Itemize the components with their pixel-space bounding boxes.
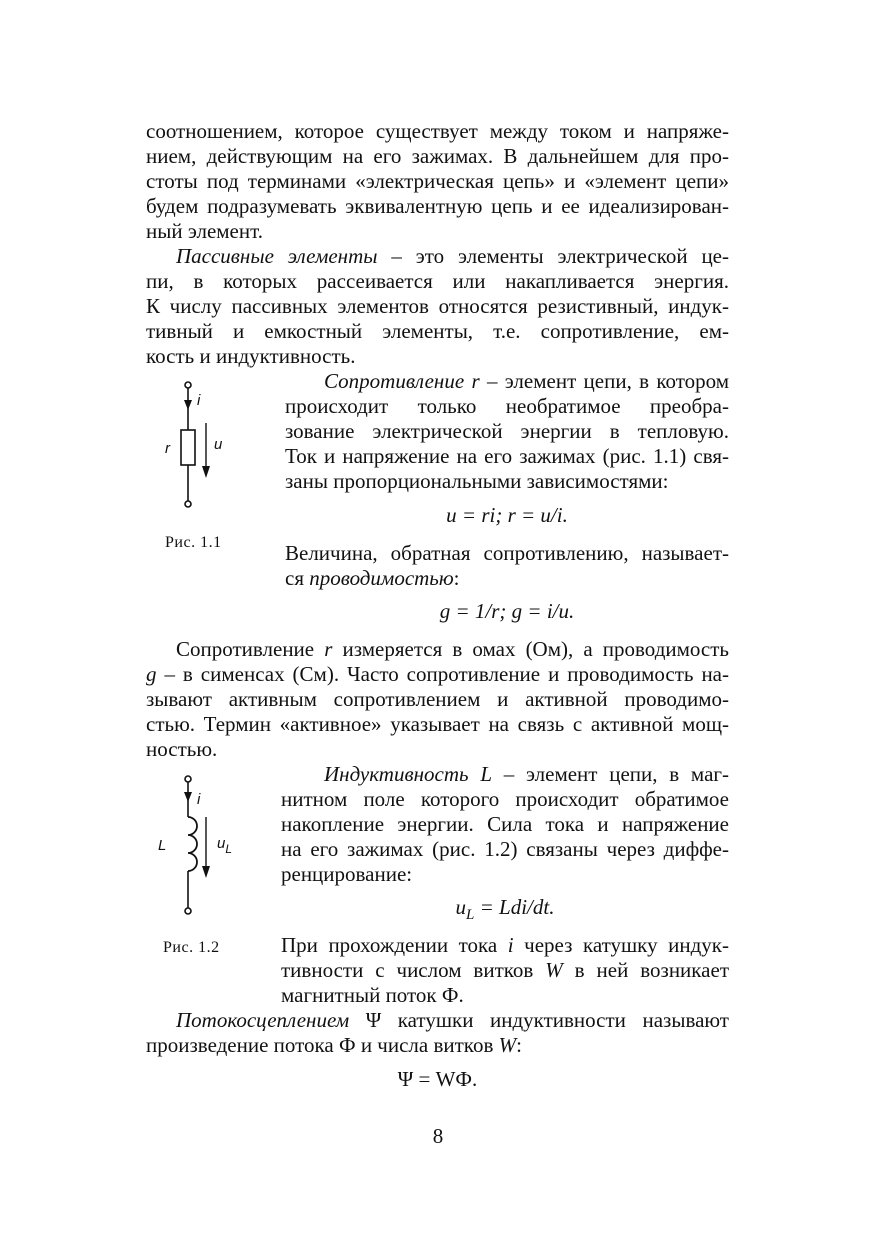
- resistor-text-line: Ток и напряжение на его зажимах (рис. 1.1) свя-: [285, 444, 729, 468]
- text-run: измеряется в омах (Ом), а проводимость: [332, 637, 730, 661]
- label-voltage: [217, 835, 232, 856]
- label-current: i: [197, 791, 201, 808]
- label-voltage-sub: L: [225, 842, 233, 856]
- paragraph-2-line: кость и индуктивность.: [146, 344, 356, 368]
- paragraph-3-line: ностью.: [146, 737, 218, 761]
- current-arrow: [184, 400, 192, 410]
- inductor-text-line: накопление энергии. Сила тока и напряжение: [281, 812, 729, 836]
- conductance-text-line: [285, 566, 729, 591]
- figure-caption: Рис. 1.1: [165, 534, 222, 551]
- inductor-after-line: [281, 933, 729, 958]
- figure-caption: Рис. 1.2: [163, 939, 220, 956]
- symbol-r: r: [324, 637, 333, 661]
- paragraph-2-line: К числу пассивных элементов относятся резистивный, индук-: [146, 294, 729, 318]
- terminal-top: [185, 776, 191, 782]
- label-inductance: L: [158, 837, 167, 854]
- symbol-r: r: [471, 369, 480, 393]
- text-run: – элемент цепи, в котором: [479, 369, 730, 393]
- resistor-text-line: заны пропорциональными зависимостями:: [285, 469, 669, 493]
- text-run: через катушку индук-: [513, 933, 729, 957]
- symbol-W: W: [545, 958, 563, 982]
- inductor-text-line: нитном поле которого происходит обратимое: [281, 787, 729, 811]
- label-voltage: u: [214, 436, 223, 453]
- paragraph-1-line: ный элемент.: [146, 219, 263, 243]
- paragraph-3-line: [146, 662, 729, 687]
- formula-subscript: L: [466, 907, 475, 924]
- resistor-text-line: происходит только необратимое преобра-: [285, 394, 729, 418]
- resistor-text-line: зование электрической энергии в тепловую.: [285, 419, 729, 443]
- term-passive-elements: Пассивные элементы: [176, 244, 378, 268]
- paragraph-3-line: [176, 637, 729, 662]
- paragraph-4-line: [146, 1033, 729, 1058]
- resistor-diagram: [150, 378, 260, 518]
- paragraph-1-line: соотношением, которое существует между током и напряже-: [146, 119, 729, 143]
- current-arrow: [184, 792, 192, 802]
- label-current: i: [197, 392, 201, 409]
- paragraph-2-line: пи, в которых рассеивается или накапливается энергия.: [146, 269, 729, 293]
- inductor-text-line: на его зажимах (рис. 1.2) связаны через диффе-: [281, 837, 729, 861]
- text-run: в ней возникает: [562, 958, 729, 982]
- formula-conductance: g = 1/r; g = i/u.: [439, 599, 575, 623]
- formula-rhs: = Ldi/dt.: [474, 895, 555, 919]
- formula-flux-linkage: Ψ = WФ.: [397, 1067, 478, 1091]
- voltage-arrow-head: [202, 866, 210, 878]
- inductor-after-line: [281, 958, 729, 983]
- paragraph-2-line: тивный и емкостный элементы, т.е. сопротивление, ем-: [146, 319, 729, 343]
- paragraph-2-line: [176, 244, 729, 269]
- voltage-arrow-head: [202, 466, 210, 478]
- formula-ohms-law: u = ri; r = u/i.: [446, 503, 568, 527]
- text-run: Ψ катушки индуктивности называют: [349, 1008, 729, 1032]
- symbol-L: L: [480, 762, 492, 786]
- text-run: тивности с числом витков: [281, 958, 546, 982]
- inductor-after-line: магнитный поток Ф.: [281, 983, 464, 1007]
- term-inductance: Индуктивность: [324, 762, 469, 786]
- paragraph-1-line: нием, действующим на его зажимах. В дальнейшем для про-: [146, 144, 729, 168]
- text-run: – элемент цепи, в маг-: [492, 762, 730, 786]
- text-run: – это элементы электрической це-: [377, 244, 729, 268]
- paragraph-3-line: стью. Термин «активное» указывает на связь с активной мощ-: [146, 712, 729, 736]
- inductor-coil: [188, 817, 197, 871]
- text-run: произведение потока Ф и числа витков: [146, 1033, 499, 1057]
- formula-inductor: [281, 895, 729, 928]
- term-resistance: Сопротивление: [324, 369, 465, 393]
- paragraph-1-line: будем подразумевать эквивалентную цепь и ее идеализирован-: [146, 194, 729, 218]
- page-number: 8: [432, 1124, 444, 1148]
- paragraph-3-line: зывают активным сопротивлением и активной проводимо-: [146, 687, 729, 711]
- text-run: При прохождении тока: [281, 933, 508, 957]
- label-voltage-main: u: [217, 835, 226, 852]
- text-run: – в сименсах (См). Часто сопротивление и проводимость на-: [156, 662, 729, 686]
- inductor-text-line: ренцирование:: [281, 862, 413, 886]
- symbol-g: g: [146, 662, 157, 686]
- formula-lhs: u: [455, 895, 467, 919]
- symbol-i: i: [507, 933, 514, 957]
- text-run: :: [516, 1033, 522, 1057]
- resistor-text-line: [324, 369, 729, 394]
- text-run: :: [453, 566, 460, 590]
- inductor-diagram: [150, 772, 260, 922]
- term-flux-linkage: Потокосцеплением: [176, 1008, 350, 1032]
- terminal-bottom: [185, 501, 191, 507]
- conductance-text-line: Величина, обратная сопротивлению, называет-: [285, 541, 729, 565]
- label-resistance: r: [165, 440, 170, 457]
- paragraph-1-line: стоты под терминами «электрическая цепь» и «элемент цепи»: [146, 169, 729, 193]
- symbol-W: W: [498, 1033, 517, 1057]
- inductor-text-line: [324, 762, 729, 787]
- terminal-bottom: [185, 908, 191, 914]
- text-run: ся: [285, 566, 310, 590]
- resistor-body: [181, 430, 195, 465]
- paragraph-4-line: [176, 1008, 729, 1033]
- term-conductance: проводимостью: [309, 566, 454, 590]
- terminal-top: [185, 382, 191, 388]
- text-run: Сопротивление: [176, 637, 325, 661]
